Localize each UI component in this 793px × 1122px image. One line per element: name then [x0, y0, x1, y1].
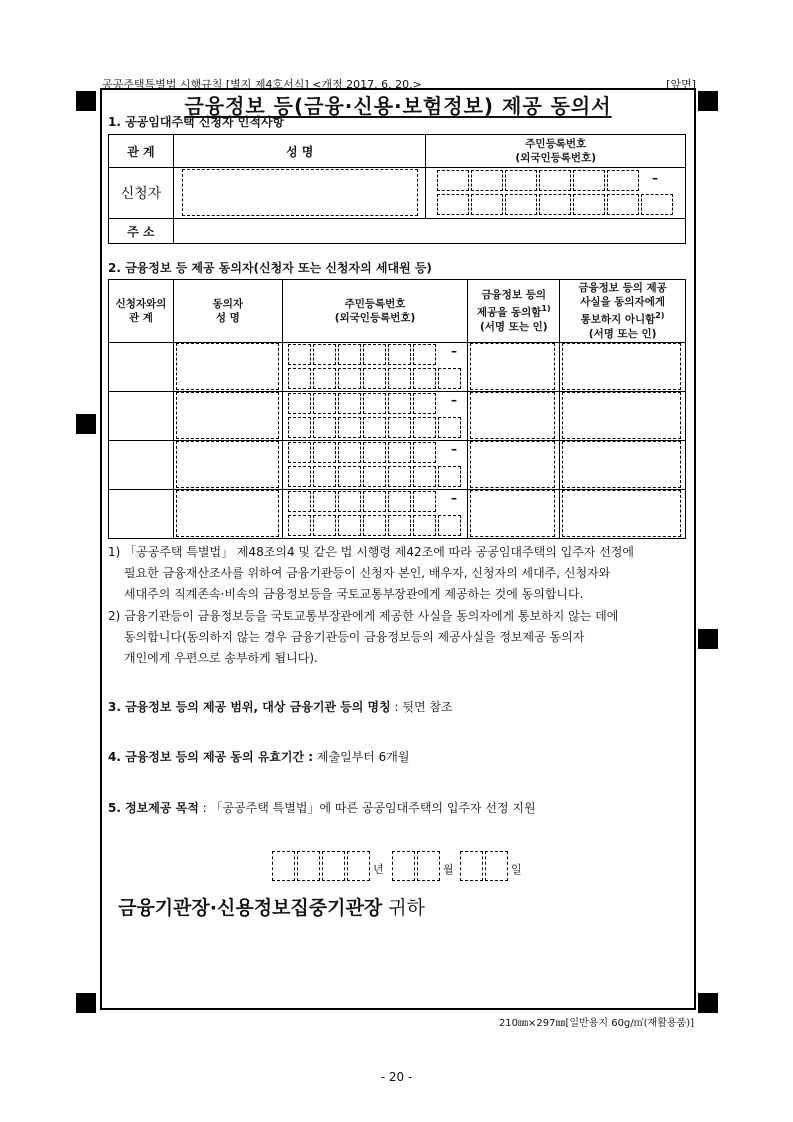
id-digit-box[interactable] — [607, 170, 639, 191]
id-digit-box[interactable] — [288, 368, 311, 389]
id-digit-box[interactable] — [607, 194, 639, 215]
id-digit-box[interactable] — [363, 393, 386, 414]
id-digit-box[interactable] — [313, 466, 336, 487]
row-applicant: 신청자 — [109, 168, 174, 219]
agree-sign-field[interactable] — [470, 490, 555, 537]
col-id: 주민등록번호 (외국인등록번호) — [426, 135, 686, 168]
id-digit-box[interactable] — [413, 515, 436, 536]
id-digit-box[interactable] — [438, 417, 461, 438]
id-digit-box[interactable] — [363, 417, 386, 438]
id-digit-box[interactable] — [338, 393, 361, 414]
consenter-name-field[interactable] — [176, 441, 279, 488]
id-digit-box[interactable] — [313, 344, 336, 365]
address-cell[interactable] — [173, 219, 685, 244]
id-digit-box[interactable] — [288, 515, 311, 536]
id-digit-box[interactable] — [288, 466, 311, 487]
col-id: 주민등록번호 (외국인등록번호) — [282, 280, 468, 343]
col-name: 성 명 — [173, 135, 426, 168]
year-digit-box[interactable] — [272, 851, 295, 881]
section1-heading: 1. 공공임대주택 신청자 인적사항 — [108, 115, 285, 129]
registration-mark — [76, 993, 96, 1013]
registration-mark — [76, 91, 96, 111]
id-digit-box[interactable] — [471, 194, 503, 215]
col-agree: 금융정보 등의 제공을 동의함$^{1)}$ (서명 또는 인) — [468, 280, 560, 343]
id-digit-box[interactable] — [413, 491, 436, 512]
addressee: 금융기관장·신용정보집중기관장 귀하 — [118, 897, 425, 919]
id-digit-box[interactable] — [388, 515, 411, 536]
day-digit-box[interactable] — [485, 851, 508, 881]
id-digit-box[interactable] — [437, 170, 469, 191]
id-digit-box[interactable] — [363, 466, 386, 487]
notify-sign-field[interactable] — [562, 392, 681, 439]
id-digit-box[interactable] — [363, 344, 386, 365]
month-digit-box[interactable] — [417, 851, 440, 881]
day-digit-box[interactable] — [460, 851, 483, 881]
id-separator: – — [652, 171, 658, 185]
registration-mark — [76, 414, 96, 434]
item-5: 5. 정보제공 목적 : 「공공주택 특별법」에 따른 공공임대주택의 입주자 선정 지원 — [108, 801, 536, 815]
id-digit-box[interactable] — [413, 344, 436, 365]
col-notify: 금융정보 등의 제공 사실을 동의자에게 통보하지 아니함$^{2)}$ (서명 또는 인) — [560, 280, 686, 343]
item-3: 3. 금융정보 등의 제공 범위, 대상 금융기관 등의 명칭 : 뒷면 참조 — [108, 700, 453, 714]
id-digit-box[interactable] — [413, 442, 436, 463]
registration-mark — [698, 629, 718, 649]
section2-heading: 2. 금융정보 등 제공 동의자(신청자 또는 신청자의 세대원 등) — [108, 261, 432, 275]
id-digit-box[interactable] — [338, 515, 361, 536]
page-title: 금융정보 등(금융·신용·보험정보) 제공 동의서 — [184, 94, 612, 118]
id-digit-box[interactable] — [573, 194, 605, 215]
id-digit-box[interactable] — [363, 491, 386, 512]
id-digit-box[interactable] — [438, 515, 461, 536]
registration-mark — [698, 993, 718, 1013]
id-digit-box[interactable] — [438, 466, 461, 487]
id-digit-box[interactable] — [413, 466, 436, 487]
id-digit-box[interactable] — [313, 368, 336, 389]
id-digit-box[interactable] — [338, 344, 361, 365]
id-separator: – — [451, 393, 457, 407]
notify-sign-field[interactable] — [562, 490, 681, 537]
id-digit-box[interactable] — [437, 194, 469, 215]
id-digit-box[interactable] — [288, 393, 311, 414]
col-consenter: 동의자 성 명 — [173, 280, 282, 343]
row-address: 주 소 — [109, 219, 174, 244]
form-reference: 공공주택특별법 시행규칙 [별지 제4호서식] <개정 2017. 6. 20.> — [102, 78, 422, 91]
consenter-name-field[interactable] — [176, 392, 279, 439]
id-digit-box[interactable] — [288, 344, 311, 365]
agree-sign-field[interactable] — [470, 392, 555, 439]
paper-spec: 210㎜×297㎜[일반용지 60g/㎡(재활용품)] — [498, 1018, 694, 1029]
notify-sign-field[interactable] — [562, 343, 681, 390]
id-digit-box[interactable] — [363, 515, 386, 536]
year-digit-box[interactable] — [347, 851, 370, 881]
id-separator: – — [451, 344, 457, 358]
id-digit-box[interactable] — [338, 417, 361, 438]
id-digit-box[interactable] — [288, 442, 311, 463]
id-digit-box[interactable] — [313, 491, 336, 512]
note-2: 2) 금융기관등이 금융정보등을 국토교통부장관에게 제공한 사실을 동의자에게 통보하지 않는 데에 동의합니다(동의하지 않는 경우 금융기관등이 금융정보등의 제공사실을 정보제공 동의자 개인에게 우편으로 송부하게 됩니다). — [108, 609, 619, 665]
col-relation: 신청자와의 관 계 — [109, 280, 174, 343]
registration-mark — [698, 91, 718, 111]
notify-sign-field[interactable] — [562, 441, 681, 488]
id-digit-box[interactable] — [338, 442, 361, 463]
consenter-name-field[interactable] — [176, 490, 279, 537]
id-digit-box[interactable] — [438, 368, 461, 389]
id-digit-box[interactable] — [363, 442, 386, 463]
id-digit-box[interactable] — [388, 393, 411, 414]
id-digit-box[interactable] — [313, 393, 336, 414]
id-digit-box[interactable] — [313, 417, 336, 438]
day-label: 일 — [511, 863, 522, 876]
id-digit-box[interactable] — [388, 344, 411, 365]
id-separator: – — [451, 491, 457, 505]
id-digit-box[interactable] — [388, 491, 411, 512]
id-digit-box[interactable] — [413, 368, 436, 389]
note-1: 1) 「공공주택 특별법」 제48조의4 및 같은 법 시행령 제42조에 따라 공공임대주택의 입주자 선정에 필요한 금융재산조사를 위하여 금융기관등이 신청자 본인, 배우자, 신청자의 세대주, 신청자와 세대주의 직계존속·비속의 금융정보등을 국토교통부장관에게 제공하는 것에 동의합니다. — [108, 545, 634, 601]
id-digit-box[interactable] — [388, 368, 411, 389]
id-digit-box[interactable] — [388, 466, 411, 487]
applicant-name-field[interactable] — [182, 169, 418, 216]
id-digit-box[interactable] — [539, 170, 571, 191]
id-digit-box[interactable] — [288, 417, 311, 438]
page-number: - 20 - — [380, 1070, 413, 1084]
id-digit-box[interactable] — [413, 417, 436, 438]
id-digit-box[interactable] — [313, 515, 336, 536]
id-digit-box[interactable] — [388, 417, 411, 438]
id-digit-box[interactable] — [363, 368, 386, 389]
id-digit-box[interactable] — [288, 491, 311, 512]
id-digit-box[interactable] — [338, 368, 361, 389]
month-label: 월 — [443, 863, 454, 876]
id-digit-box[interactable] — [539, 194, 571, 215]
id-digit-box[interactable] — [573, 170, 605, 191]
id-digit-box[interactable] — [388, 442, 411, 463]
id-digit-box[interactable] — [505, 170, 537, 191]
agree-sign-field[interactable] — [470, 343, 555, 390]
year-label: 년 — [373, 863, 384, 876]
consenter-name-field[interactable] — [176, 343, 279, 390]
item-4: 4. 금융정보 등의 제공 동의 유효기간 : 제출일부터 6개월 — [108, 750, 410, 764]
id-digit-box[interactable] — [338, 466, 361, 487]
year-digit-box[interactable] — [322, 851, 345, 881]
id-digit-box[interactable] — [413, 393, 436, 414]
year-digit-box[interactable] — [297, 851, 320, 881]
id-digit-box[interactable] — [471, 170, 503, 191]
col-relation: 관 계 — [109, 135, 174, 168]
id-separator: – — [451, 442, 457, 456]
agree-sign-field[interactable] — [470, 441, 555, 488]
month-digit-box[interactable] — [392, 851, 415, 881]
id-digit-box[interactable] — [313, 442, 336, 463]
id-digit-box[interactable] — [505, 194, 537, 215]
id-digit-box[interactable] — [338, 491, 361, 512]
page-side-label: [앞면] — [666, 78, 696, 91]
id-digit-box[interactable] — [641, 194, 673, 215]
